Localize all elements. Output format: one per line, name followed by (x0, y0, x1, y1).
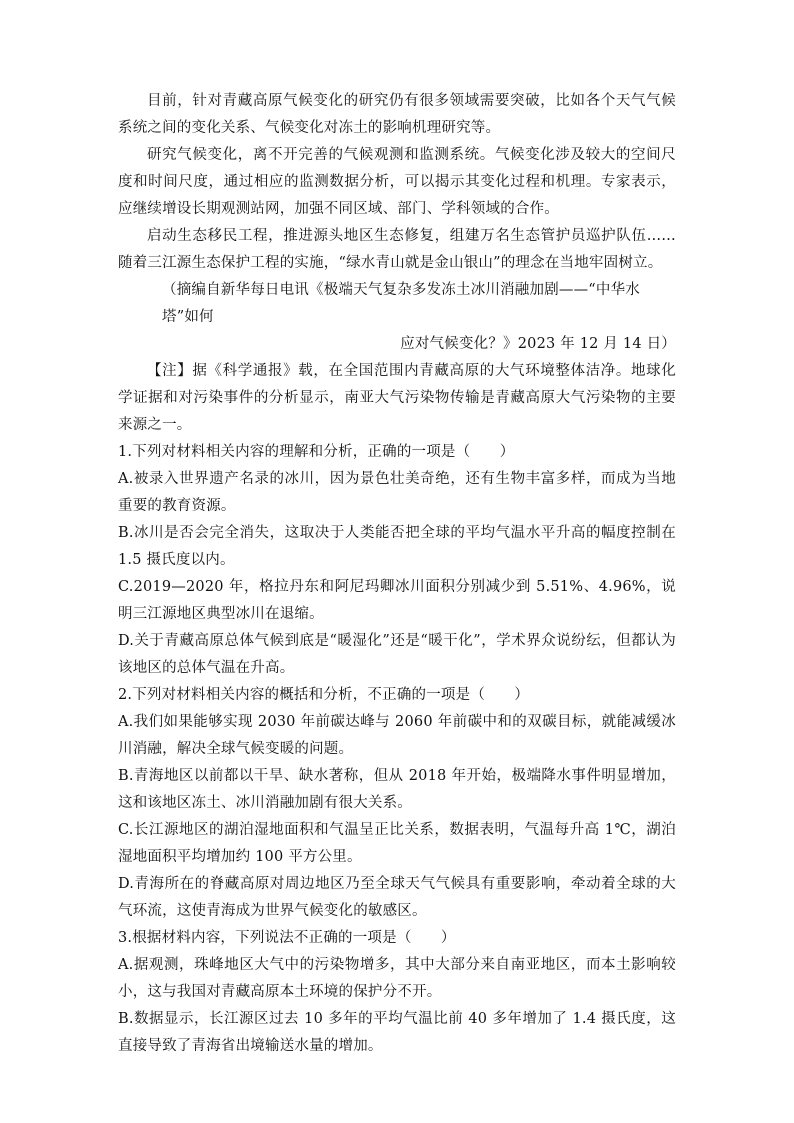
source-citation-line2: 应对气候变化？》2023 年 12 月 14 日） (400, 336, 676, 352)
question-option: D.青海所在的脊藏高原对周边地区乃至全球天气气候具有重要影响，牵动着全球的大气环流，这使青海成为世界气候变化的敏感区。 (118, 876, 676, 919)
passage-paragraph: 启动生态移民工程，推进源头地区生态修复，组建万名生态管护员巡护队伍……随着三江源生态保护工程的实施，“绿水青山就是金山银山”的理念在当地牢固树立。 (118, 228, 676, 271)
question-stem: 3.根据材料内容，下列说法不正确的一项是（ ） (118, 930, 456, 946)
question-stem: 1.下列对材料相关内容的理解和分析，正确的一项是（ ） (118, 444, 515, 460)
passage-paragraph: 目前，针对青藏高原气候变化的研究仍有很多领域需要突破，比如各个天气气候系统之间的变化关系、气候变化对冻土的影响机理研究等。 (118, 93, 676, 136)
passage-paragraph: 研究气候变化，离不开完善的气候观测和监测系统。气候变化涉及较大的空间尺度和时间尺度，通过相应的监测数据分析，可以揭示其变化过程和机理。专家表示，应继续增设长期观测站网，加强不同区域、部门、学科领域的合作。 (118, 147, 676, 217)
question-option: B.数据显示，长江源区过去 10 多年的平均气温比前 40 多年增加了 1.4 摄氏度，这直接导致了青海省出境输送水量的增加。 (118, 1011, 676, 1054)
question-option: B.青海地区以前都以干旱、缺水著称，但从 2018 年开始，极端降水事件明显增加，这和该地区冻土、冰川消融加剧有很大关系。 (118, 768, 676, 811)
source-citation (118, 277, 676, 358)
question-option: B.冰川是否会完全消失，这取决于人类能否把全球的平均气温水平升高的幅度控制在 1.5 摄氏度以内。 (118, 525, 676, 568)
document-page (118, 88, 676, 1060)
question-stem: 2.下列对材料相关内容的概括和分析，不正确的一项是（ ） (118, 687, 530, 703)
question-option: A.据观测，珠峰地区大气中的污染物增多，其中大部分来自南亚地区，而本土影响较小，这与我国对青藏高原本土环境的保护分不开。 (118, 957, 676, 1000)
source-citation-line1: （摘编自新华每日电讯《极端天气复杂多发冻土冰川消融加剧——“中华水塔”如何 (162, 282, 641, 325)
note-paragraph: 【注】据《科学通报》载，在全国范围内青藏高原的大气环境整体洁净。地球化学证据和对污染事件的分析显示，南亚大气污染物传输是青藏高原大气污染物的主要来源之一。 (118, 363, 676, 433)
question-option: C.2019—2020 年，格拉丹东和阿尼玛卿冰川面积分别减少到 5.51%、4.96%，说明三江源地区典型冰川在退缩。 (118, 579, 676, 622)
question-option: D.关于青藏高原总体气候到底是“暖湿化”还是“暖干化”，学术界众说纷纭，但都认为该地区的总体气温在升高。 (118, 633, 676, 676)
question-option: A.被录入世界遗产名录的冰川，因为景色壮美奇绝，还有生物丰富多样，而成为当地重要的教育资源。 (118, 471, 676, 514)
question-option: A.我们如果能够实现 2030 年前碳达峰与 2060 年前碳中和的双碳目标，就能减缓冰川消融，解决全球气候变暖的问题。 (118, 714, 676, 757)
question-option: C.长江源地区的湖泊湿地面积和气温呈正比关系，数据表明，气温每升高 1℃，湖泊湿地面积平均增加约 100 平方公里。 (118, 822, 676, 865)
